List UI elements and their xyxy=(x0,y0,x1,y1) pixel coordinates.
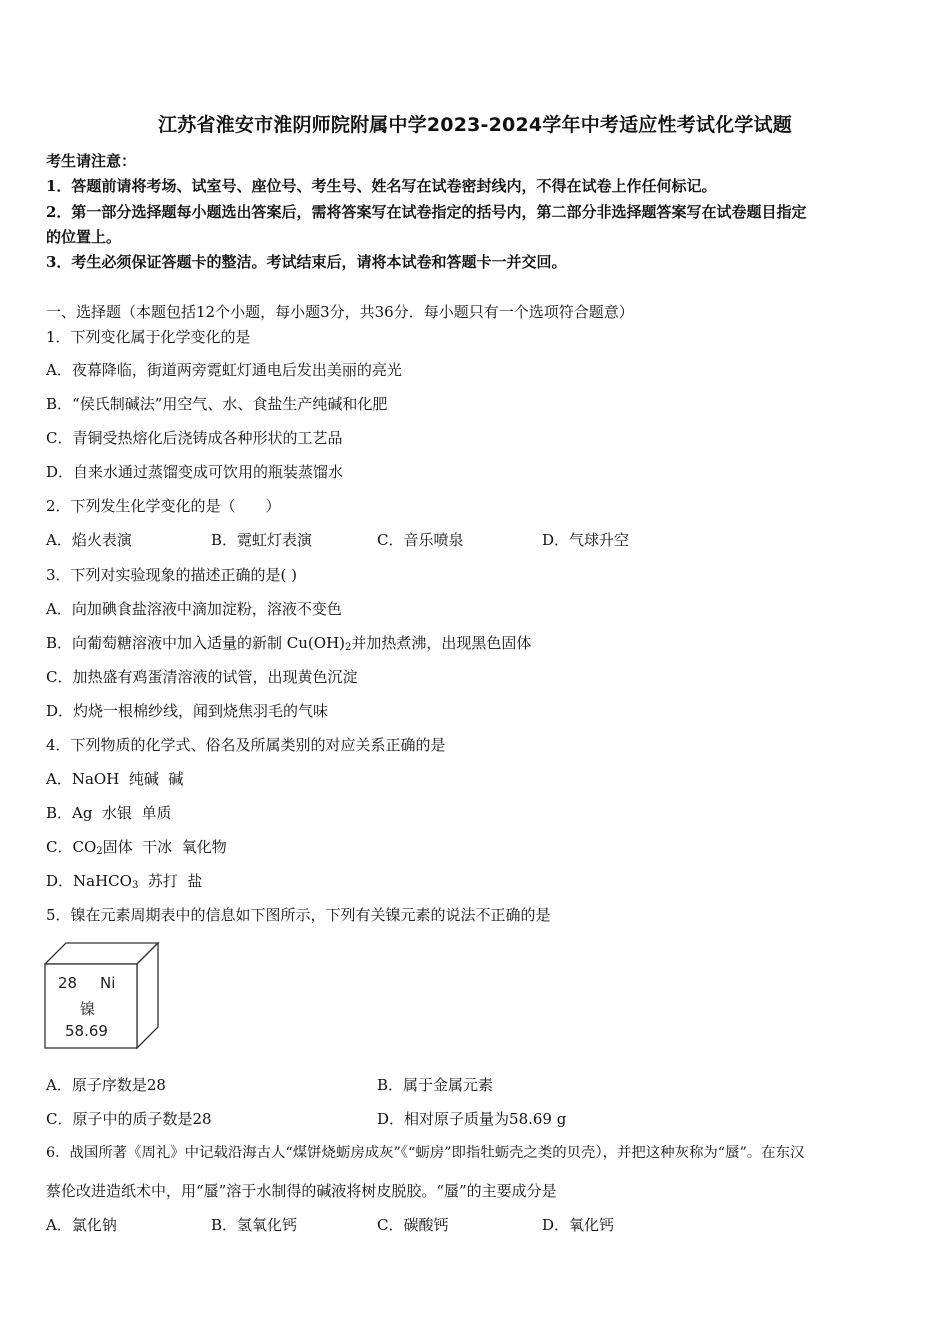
option-text: 苏打 盐 xyxy=(138,872,203,890)
question-1-stem: 1．下列变化属于化学变化的是 xyxy=(46,328,251,346)
notice-item: 3．考生必须保证答题卡的整洁。考试结束后，请将本试卷和答题卡一并交回。 xyxy=(46,253,567,271)
question-5-option-a[interactable]: A．原子序数是28 xyxy=(46,1076,166,1094)
subscript: 3 xyxy=(131,880,139,891)
option-text: B．向葡萄糖溶液中加入适量的新制 Cu(OH) xyxy=(46,634,346,652)
notice-item: 1．答题前请将考场、试室号、座位号、考生号、姓名写在试卷密封线内，不得在试卷上作任何标记。 xyxy=(46,177,717,195)
question-3-option-a[interactable]: A．向加碘食盐溶液中滴加淀粉，溶液不变色 xyxy=(46,600,342,618)
question-4-option-a[interactable]: A．NaOH 纯碱 碱 xyxy=(46,770,184,788)
element-symbol: Ni xyxy=(100,974,116,992)
question-4-stem: 4．下列物质的化学式、俗名及所属类别的对应关系正确的是 xyxy=(46,736,446,754)
question-5-option-c[interactable]: C．原子中的质子数是28 xyxy=(46,1110,212,1128)
option-text: C．CO xyxy=(46,838,97,856)
notice-heading: 考生请注意： xyxy=(46,152,137,170)
option-text: 并加热煮沸，出现黑色固体 xyxy=(351,634,532,652)
question-3-stem: 3．下列对实验现象的描述正确的是( ) xyxy=(46,566,298,584)
option-text: D．NaHCO xyxy=(46,872,132,890)
question-4-option-d[interactable] xyxy=(46,871,202,891)
question-4-option-b[interactable]: B．Ag 水银 单质 xyxy=(46,804,172,822)
question-3-option-d[interactable]: D．灼烧一根棉纱线，闻到烧焦羽毛的气味 xyxy=(46,702,329,720)
question-3-option-b[interactable] xyxy=(46,633,531,653)
question-3-option-c[interactable]: C．加热盛有鸡蛋清溶液的试管，出现黄色沉淀 xyxy=(46,668,358,686)
question-6-option-b[interactable]: B．氢氧化钙 xyxy=(211,1216,298,1234)
question-5-option-b[interactable]: B．属于金属元素 xyxy=(377,1076,494,1094)
subscript: 2 xyxy=(96,846,103,857)
page-title: 江苏省淮安市淮阴师院附属中学2023-2024学年中考适应性考试化学试题 xyxy=(158,114,792,136)
notice-item: 的位置上。 xyxy=(46,228,122,246)
atomic-number: 28 xyxy=(58,974,78,992)
element-name: 镍 xyxy=(80,1000,96,1018)
question-5-option-d[interactable]: D．相对原子质量为58.69 g xyxy=(377,1110,567,1128)
question-1-option-c[interactable]: C．青铜受热熔化后浇铸成各种形状的工艺品 xyxy=(46,429,343,447)
question-6-option-c[interactable]: C．碳酸钙 xyxy=(377,1216,449,1234)
notice-item: 2．第一部分选择题每小题选出答案后，需将答案写在试卷指定的括号内，第二部分非选择题答案写在试卷题目指定 xyxy=(46,203,807,221)
question-2-option-d[interactable]: D．气球升空 xyxy=(542,531,630,549)
question-6-option-d[interactable]: D．氧化钙 xyxy=(542,1216,615,1234)
option-text: 固体 干冰 氧化物 xyxy=(102,838,227,856)
section-heading: 一、选择题（本题包括12个小题，每小题3分，共36分．每小题只有一个选项符合题意） xyxy=(46,303,634,321)
question-4-option-c[interactable] xyxy=(46,837,227,857)
question-5-stem: 5．镍在元素周期表中的信息如下图所示，下列有关镍元素的说法不正确的是 xyxy=(46,906,551,924)
element-card-nickel xyxy=(44,942,160,1050)
question-2-option-c[interactable]: C．音乐喷泉 xyxy=(377,531,464,549)
question-6-stem-line-1: 6．战国所著《周礼》中记载沿海古人“煤饼烧蛎房成灰”《“蛎房”即指牡蛎壳之类的贝壳），并把这种灰称为“蜃”。在东汉 xyxy=(46,1145,805,1161)
subscript: 2 xyxy=(345,642,352,653)
question-1-option-b[interactable]: B．“侯氏制碱法”用空气、水、食盐生产纯碱和化肥 xyxy=(46,395,388,413)
question-1-option-d[interactable]: D．自来水通过蒸馏变成可饮用的瓶装蒸馏水 xyxy=(46,463,344,481)
question-2-option-a[interactable]: A．焰火表演 xyxy=(46,531,132,549)
atomic-mass: 58.69 xyxy=(65,1022,108,1040)
question-6-stem-line-2: 蔡伦改进造纸术中，用“蜃”溶于水制得的碱液将树皮脱胶。“蜃”的主要成分是 xyxy=(46,1182,557,1200)
question-6-option-a[interactable]: A．氯化钠 xyxy=(46,1216,117,1234)
question-2-option-b[interactable]: B．霓虹灯表演 xyxy=(211,531,313,549)
question-1-option-a[interactable]: A．夜幕降临，街道两旁霓虹灯通电后发出美丽的亮光 xyxy=(46,361,402,379)
question-2-stem: 2．下列发生化学变化的是（ ） xyxy=(46,497,281,515)
